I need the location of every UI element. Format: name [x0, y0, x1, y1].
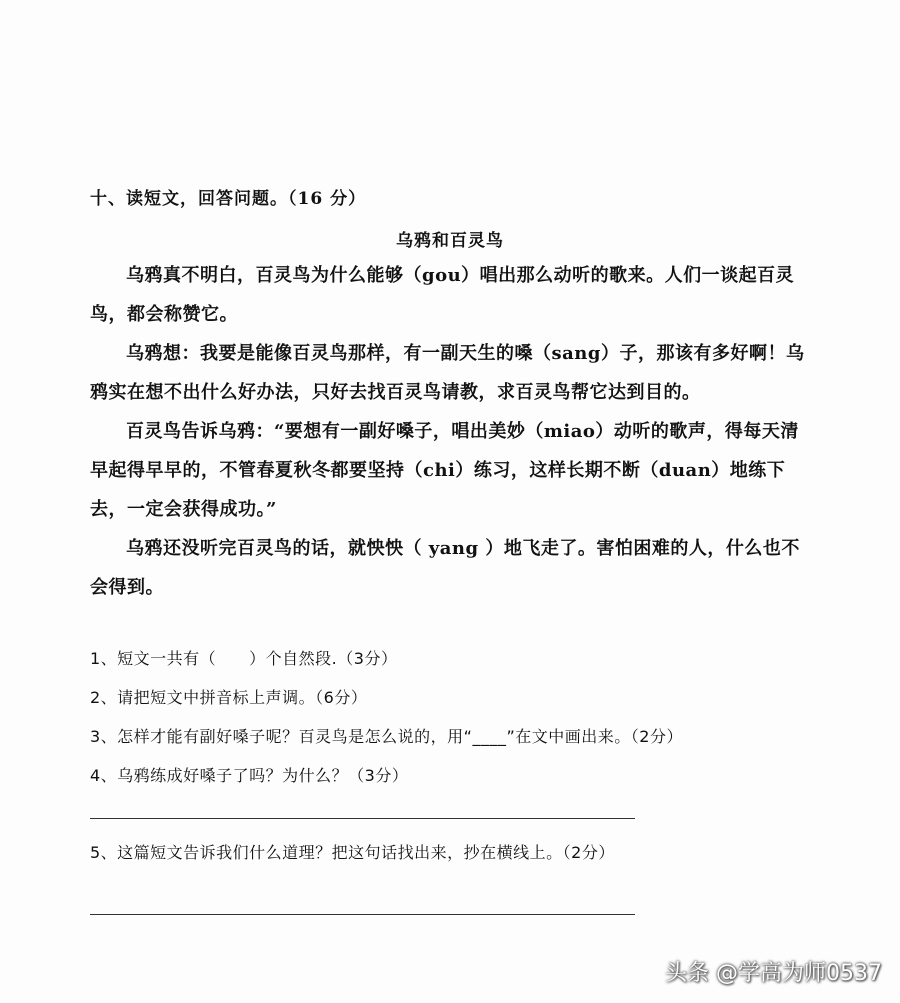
question-4: 4、乌鸦练成好嗓子了吗？为什么？（3分）	[90, 766, 409, 785]
question-1: 1、短文一共有（ ）个自然段.（3分）	[90, 649, 398, 668]
story-body	[90, 256, 812, 607]
question-3: 3、怎样才能有副好嗓子呢？百灵鸟是怎么说的，用“____”在文中画出来。（2分）	[90, 727, 683, 746]
story-paragraph-3: 百灵鸟告诉乌鸦：“要想有一副好嗓子，唱出美妙（miao）动听的歌声，得每天清早起得早早的，不管春夏秋冬都要坚持（chi）练习，这样长期不断（duan）地练下去，一定会获得成功。”	[90, 421, 799, 520]
story-paragraph-2: 乌鸦想：我要是能像百灵鸟那样，有一副天生的嗓（sang）子，那该有多好啊！乌鸦实在想不出什么好办法，只好去找百灵鸟请教，求百灵鸟帮它达到目的。	[90, 343, 805, 403]
watermark: 头条 @学高为师0537	[665, 961, 882, 986]
answer-line-question-5[interactable]	[90, 914, 635, 915]
question-5: 5、这篇短文告诉我们什么道理？把这句话找出来，抄在横线上。（2分）	[90, 843, 615, 862]
story-title: 乌鸦和百灵鸟	[396, 231, 504, 251]
answer-line-question-4[interactable]	[90, 818, 635, 819]
section-heading: 十、读短文，回答问题。（16 分）	[90, 189, 367, 209]
story-paragraph-4: 乌鸦还没听完百灵鸟的话，就怏怏（ yang ）地飞走了。害怕困难的人，什么也不会得到。	[90, 538, 800, 598]
question-2: 2、请把短文中拼音标上声调。（6分）	[90, 688, 368, 707]
story-paragraph-1: 乌鸦真不明白，百灵鸟为什么能够（gou）唱出那么动听的歌来。人们一谈起百灵鸟，都会称赞它。	[90, 265, 795, 325]
